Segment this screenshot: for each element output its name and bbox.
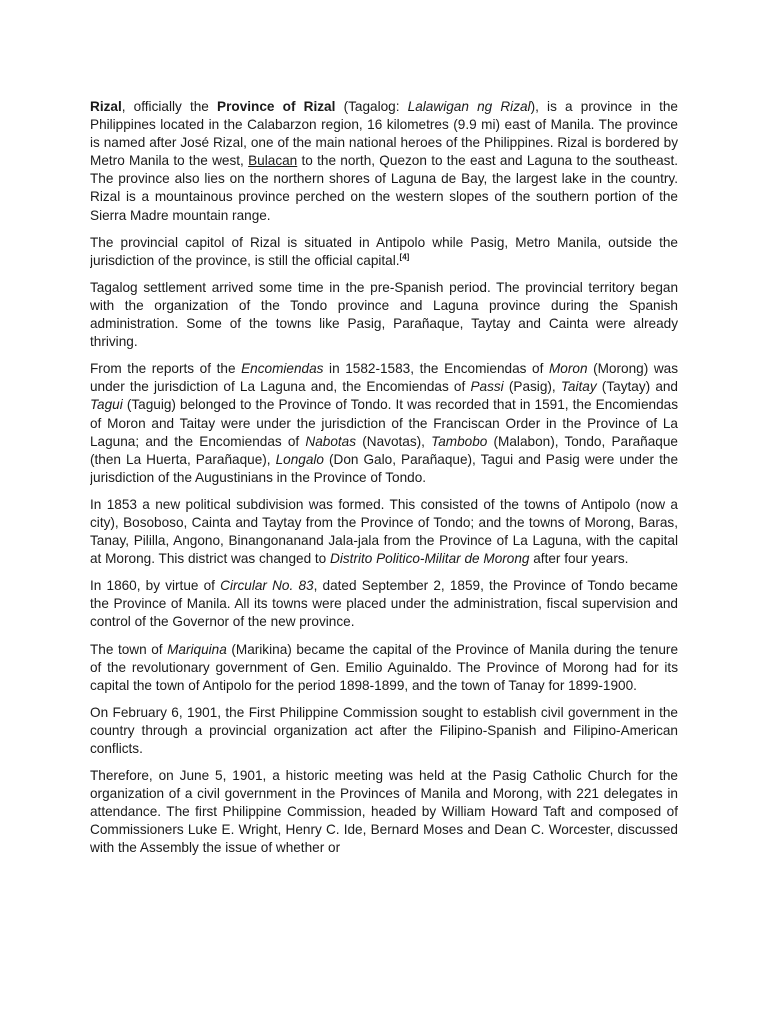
document-page — [90, 98, 678, 1024]
paragraph-1853-subdivision — [90, 496, 678, 568]
text-run: to the north, Quezon to the east and Laguna to the southeast. The province also lies on the northern shores of Laguna de Bay, the largest lake in the country. Rizal is a mountainous province perched on the western slopes of the southern portion of the Sierra Madre mountain range. — [90, 153, 678, 223]
footnote-reference[interactable]: [4] — [399, 252, 410, 262]
text-run: Tagui — [90, 397, 123, 413]
text-run: (Marikina) became the capital of the Province of Manila during the tenure of the revolutionary government of Gen. Emilio Aguinaldo. The Province of Morong had for its capital the town of Antipolo for the period 1898-1899, and the town of Tanay for 1899-1900. — [90, 641, 678, 693]
text-run: Province of Rizal — [217, 99, 336, 114]
text-run: (Tagalog: — [335, 99, 408, 114]
text-run: ), is a province in the Philippines located in the Calabarzon region, 16 kilometres (9.9 mi) east of Manila. The province is named after José Rizal, one of the main national heroes of the Philippines. Rizal is bordered by Metro Manila to the west, — [90, 99, 678, 169]
text-run: In 1860, by virtue of — [90, 578, 221, 594]
text-run: (Pasig), — [503, 379, 561, 395]
paragraph-settlement — [90, 279, 678, 351]
paragraph-1860-circular — [90, 577, 678, 631]
paragraph-capitol — [90, 234, 678, 270]
text-run: Mariquina — [167, 641, 227, 657]
text-run: (Morong) was under the jurisdiction of La Laguna and, the Encomiendas of — [90, 361, 678, 395]
text-run: Encomiendas — [241, 361, 324, 377]
text-run: The provincial capitol of Rizal is situated in Antipolo while Pasig, Metro Manila, outside the jurisdiction of the province, is still the official capital. — [90, 234, 678, 268]
text-run: Lalawigan ng Rizal — [407, 99, 531, 114]
text-run: (Navotas), — [356, 433, 432, 449]
paragraph-1901-commission — [90, 704, 678, 758]
text-run: Tambobo — [431, 433, 488, 449]
text-run: Taitay — [560, 379, 597, 395]
text-run: Passi — [470, 379, 504, 395]
text-run: Longalo — [275, 451, 324, 467]
paragraph-encomiendas — [90, 360, 678, 487]
text-run: Tagalog settlement arrived some time in the pre-Spanish period. The provincial territory began with the organization of the Tondo province and Laguna province during the Spanish administration. Some of the towns like Pasig, Parañaque, Taytay and Cainta were already thriving. — [90, 279, 678, 350]
paragraph-mariquina-capital — [90, 641, 678, 695]
text-run: (Taytay) and — [596, 379, 678, 395]
text-run: On February 6, 1901, the First Philippine Commission sought to establish civil government in the country through a provincial organization act after the Filipino-Spanish and Filipino-American conflicts. — [90, 704, 678, 756]
text-run: The town of — [90, 641, 168, 657]
text-run: Circular No. 83 — [220, 578, 314, 594]
text-run: Nabotas — [305, 433, 357, 449]
text-run: In 1853 a new political subdivision was formed. This consisted of the towns of Antipolo (now a city), Bosoboso, Cainta and Taytay from the Province of Tondo; and the towns of Morong, Baras, Tanay, Pililla, Angono, Binangonanand Jala-jala from the Province of La Laguna, with the capital at Morong. This district was changed to — [90, 496, 678, 567]
text-run: (Taguig) belonged to the Province of Tondo. It was recorded that in 1591, the Encomiendas of Moron and Taitay were under the jurisdiction of the Franciscan Order in the Province of La Laguna; and the Encomiendas of — [90, 397, 678, 449]
text-run: Bulacan — [248, 153, 298, 169]
paragraph-intro — [90, 98, 678, 225]
text-run: (Malabon), Tondo, Parañaque (then La Huerta, Parañaque), — [90, 433, 678, 467]
text-run: , officially the — [121, 99, 218, 114]
text-run: Rizal — [90, 99, 122, 114]
text-run: , dated September 2, 1859, the Province of Tondo became the Province of Manila. All its towns were placed under the administration, fiscal supervision and control of the Governor of the new province. — [90, 578, 678, 630]
text-run: From the reports of the — [90, 361, 242, 377]
text-run: after four years. — [529, 551, 629, 567]
text-run: Distrito Politico-Militar de Morong — [330, 551, 530, 567]
text-run: Moron — [548, 361, 588, 377]
paragraph-pasig-meeting — [90, 767, 678, 857]
text-run: in 1582-1583, the Encomiendas of — [323, 361, 549, 377]
text-run: (Don Galo, Parañaque), Tagui and Pasig were under the jurisdiction of the Augustinians in the Province of Tondo. — [90, 451, 678, 485]
text-run: Therefore, on June 5, 1901, a historic meeting was held at the Pasig Catholic Church for the organization of a civil government in the Provinces of Manila and Morong, with 221 delegates in attendance. The first Philippine Commission, headed by William Howard Taft and composed of Commissioners Luke E. Wright, Henry C. Ide, Bernard Moses and Dean C. Worcester, discussed with the Assembly the issue of whether or — [90, 768, 678, 856]
